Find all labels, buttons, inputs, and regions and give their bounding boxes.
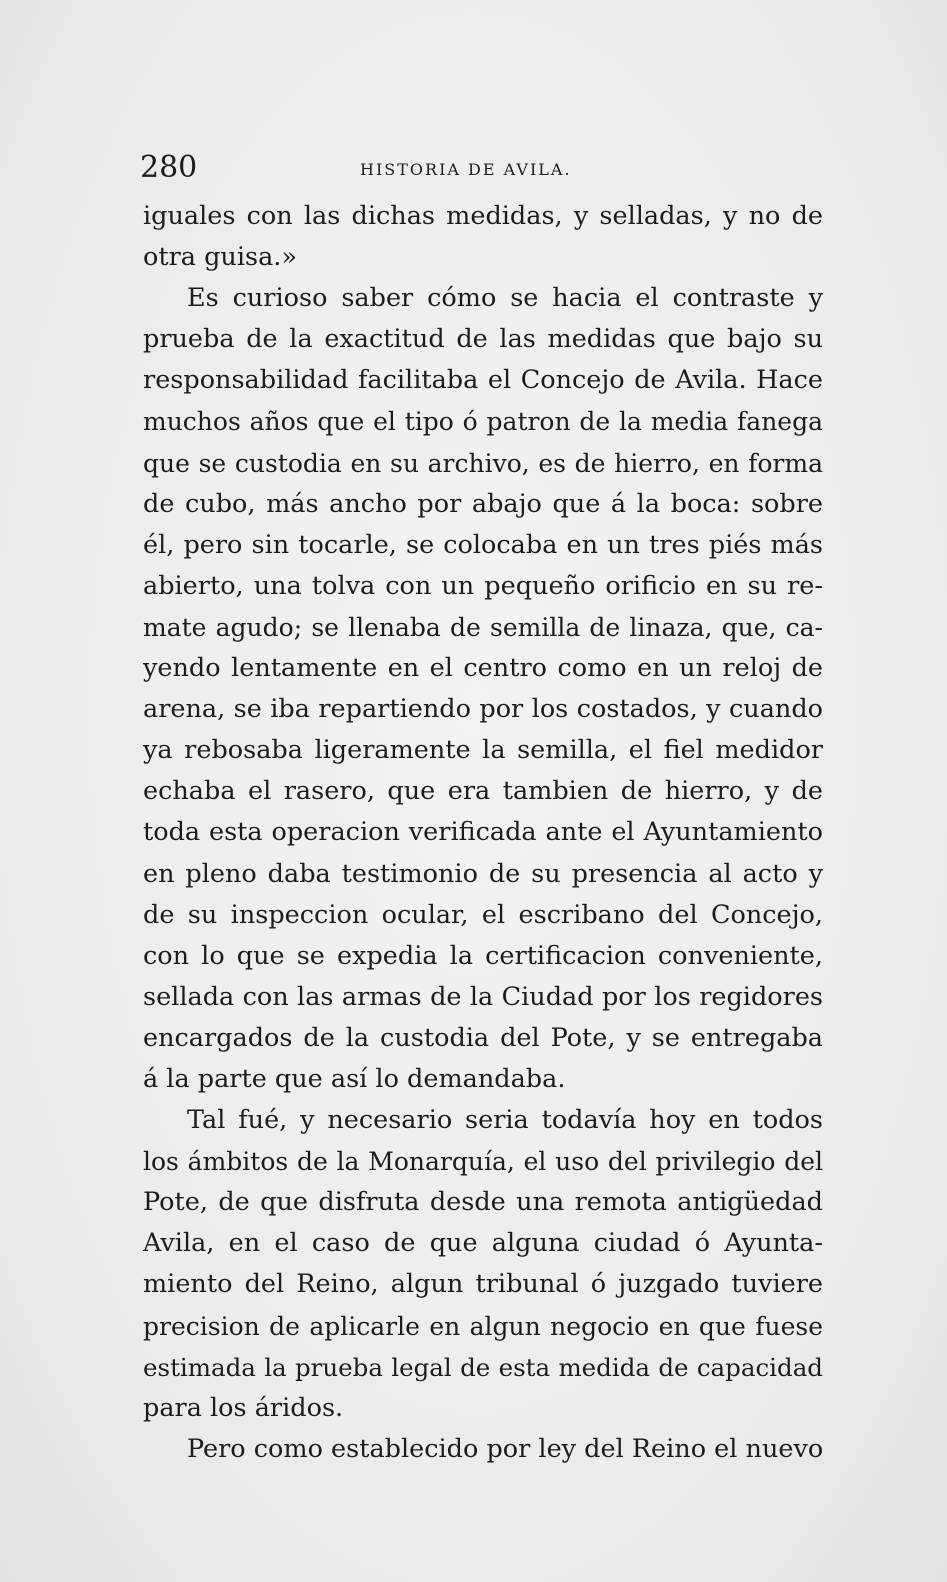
page-header [140,150,820,190]
text-line: toda esta operacion verificada ante el Ayuntamiento [143,817,823,848]
text-line: Tal fué, y necesario seria todavía hoy en todos [187,1105,823,1136]
text-line: iguales con las dichas medidas, y selladas, y no de [143,201,823,231]
text-line: Es curioso saber cómo se hacia el contraste y [187,283,823,314]
text-line: de cubo, más ancho por abajo que á la boca: sobre [143,488,823,519]
body-text [143,196,823,1470]
text-line: á la parte que así lo demandaba. [143,1063,566,1094]
text-line: prueba de la exactitud de las medidas que bajo su [143,324,823,355]
text-line: mate agudo; se llenaba de semilla de linaza, que, ca- [143,612,823,642]
text-line: encargados de la custodia del Pote, y se entregaba [143,1022,823,1053]
text-line: muchos años que el tipo ó patron de la media fanega [143,407,823,437]
text-line: ya rebosaba ligeramente la semilla, el fiel medidor [143,735,823,766]
text-line: otra guisa.» [143,242,297,273]
text-line: sellada con las armas de la Ciudad por los regidores [143,981,823,1012]
text-line: Pero como establecido por ley del Reino el nuevo [187,1433,824,1464]
text-line: precision de aplicarle en algun negocio en que fuese [143,1311,823,1341]
text-line: yendo lentamente en el centro como en un reloj de [143,653,823,684]
text-line: en pleno daba testimonio de su presencia al acto y [143,858,823,889]
text-line: con lo que se expedia la certificacion conveniente, [143,940,823,971]
text-line: abierto, una tolva con un pequeño orificio en su re- [143,570,823,601]
text-line: echaba el rasero, que era tambien de hierro, y de [143,776,823,807]
text-line: arena, se iba repartiendo por los costados, y cuando [143,694,823,725]
text-line: Pote, de que disfruta desde una remota antigüedad [143,1187,823,1218]
text-line: él, pero sin tocarle, se colocaba en un tres piés más [143,529,823,560]
text-line: estimada la prueba legal de esta medida de capacidad [143,1352,823,1382]
text-line: responsabilidad facilitaba el Concejo de Avila. Hace [143,365,823,396]
text-line: Avila, en el caso de que alguna ciudad ó Ayunta- [143,1228,823,1259]
running-head: HISTORIA DE AVILA. [360,160,572,179]
text-line: los ámbitos de la Monarquía, el uso del privilegio del [143,1147,823,1177]
page-number: 280 [140,150,198,185]
text-line: para los áridos. [143,1392,344,1423]
text-line: que se custodia en su archivo, es de hierro, en forma [143,448,823,478]
text-line: de su inspeccion ocular, el escribano del Concejo, [143,899,823,930]
text-line: miento del Reino, algun tribunal ó juzgado tuviere [143,1269,823,1300]
